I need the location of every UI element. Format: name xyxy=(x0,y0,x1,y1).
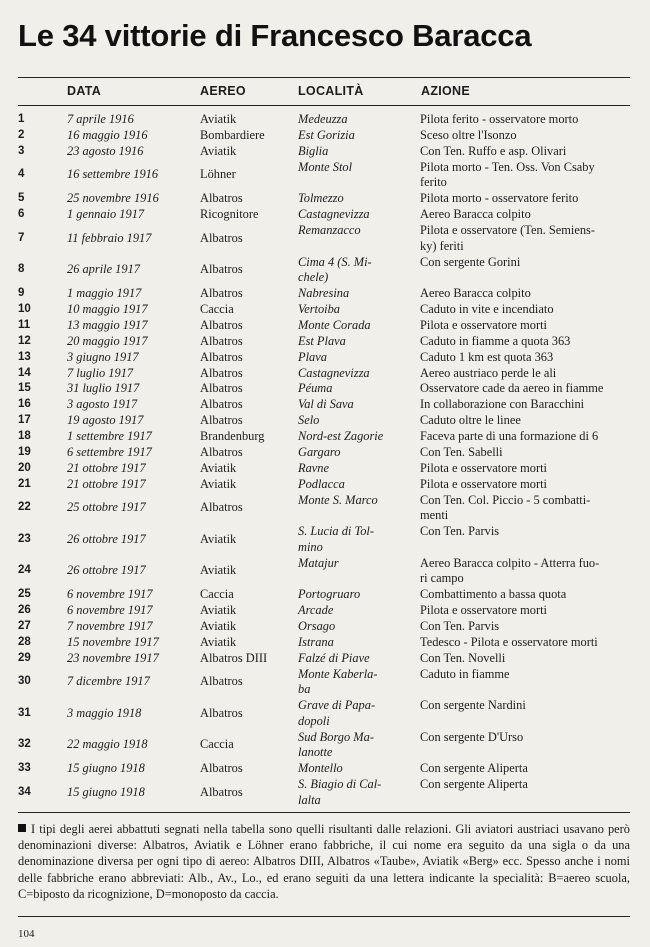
victory-date: 19 agosto 1917 xyxy=(67,413,144,428)
victory-number: 19 xyxy=(18,446,31,458)
victory-number: 8 xyxy=(18,263,25,276)
location: Péuma xyxy=(298,381,333,396)
action-description: Caduto in vite e incendiato xyxy=(420,301,554,316)
aircraft-type: Caccia xyxy=(200,737,234,752)
table-row xyxy=(18,477,632,493)
footer-rule xyxy=(18,916,630,917)
aircraft-type: Bombardiere xyxy=(200,127,265,142)
table-row xyxy=(18,397,632,413)
table-row xyxy=(18,223,632,254)
location: Selo xyxy=(298,413,320,428)
table-row xyxy=(18,286,632,302)
action-description: Caduto 1 km est quota 363 xyxy=(420,349,554,364)
location: Monte S. Marco xyxy=(298,492,378,507)
location: S. Biagio di Cal- lalta xyxy=(298,777,382,807)
location: Podlacca xyxy=(298,476,345,491)
table-row xyxy=(18,144,632,160)
aircraft-type: Albatros xyxy=(200,784,243,799)
header-rule xyxy=(18,105,630,106)
victory-number: 10 xyxy=(18,302,31,315)
victory-date: 13 maggio 1917 xyxy=(67,317,148,332)
location: Nabresina xyxy=(298,286,350,300)
header-localita: LOCALITÀ xyxy=(298,84,364,98)
action-description: Osservatore cade da aereo in fiamme xyxy=(420,381,604,396)
victory-number: 23 xyxy=(18,532,31,545)
action-description: Con sergente Aliperta xyxy=(420,777,528,792)
victory-number: 26 xyxy=(18,604,31,617)
aircraft-type: Albatros xyxy=(200,500,243,515)
action-description: Pilota e osservatore morti xyxy=(420,603,547,618)
victory-date: 26 aprile 1917 xyxy=(67,262,140,277)
victory-date: 11 febbraio 1917 xyxy=(67,230,152,245)
aircraft-type: Aviatik xyxy=(200,531,237,546)
table-row xyxy=(18,429,632,445)
victory-number: 30 xyxy=(18,675,31,688)
action-description: Con sergente Gorini xyxy=(420,254,521,269)
victory-date: 20 maggio 1917 xyxy=(67,333,148,348)
victory-number: 12 xyxy=(18,334,31,347)
victory-number: 5 xyxy=(18,192,25,205)
table-row xyxy=(18,635,632,651)
location: Montello xyxy=(298,761,343,776)
location: Remanzacco xyxy=(298,223,361,237)
victory-date: 6 novembre 1917 xyxy=(67,587,153,602)
table-row xyxy=(18,698,632,729)
table-row xyxy=(18,667,632,698)
header-data: DATA xyxy=(67,84,102,98)
aircraft-type: Brandenburg xyxy=(200,429,265,444)
action-description: Pilota morto - osservatore ferito xyxy=(420,191,579,206)
location: Nord-est Zagorie xyxy=(298,429,384,444)
victory-date: 1 maggio 1917 xyxy=(67,286,142,300)
action-description: Caduto oltre le linee xyxy=(420,413,521,428)
aircraft-type: Albatros xyxy=(200,262,243,277)
victory-date: 25 novembre 1916 xyxy=(67,191,159,206)
aircraft-type: Aviatik xyxy=(200,112,237,126)
victory-number: 16 xyxy=(18,398,31,411)
location: Castagnevizza xyxy=(298,365,370,380)
table-row xyxy=(18,493,632,524)
location: Monte Kaberla- ba xyxy=(298,666,378,697)
location: Biglia xyxy=(298,143,329,158)
location: S. Lucia di Tol- mino xyxy=(298,524,374,554)
aircraft-type: Löhner xyxy=(200,167,236,182)
action-description: Pilota morto - Ten. Oss. Von Csaby ferito xyxy=(420,159,595,190)
aircraft-type: Albatros DIII xyxy=(200,650,268,665)
location: Cima 4 (S. Mi- chele) xyxy=(298,254,372,285)
aircraft-type: Albatros xyxy=(200,381,243,396)
victory-number: 18 xyxy=(18,430,31,443)
action-description: Pilota e osservatore (Ten. Semiens- ky) feriti xyxy=(420,223,595,253)
table-row xyxy=(18,366,632,382)
action-description: Combattimento a bassa quota xyxy=(420,587,567,602)
victory-date: 15 giugno 1918 xyxy=(67,761,145,776)
action-description: Aereo austriaco perde le ali xyxy=(420,365,557,380)
action-description: In collaborazione con Baracchini xyxy=(420,397,585,412)
table-row xyxy=(18,556,632,587)
aircraft-type: Albatros xyxy=(200,317,243,332)
victory-number: 34 xyxy=(18,785,31,798)
action-description: Caduto in fiamme a quota 363 xyxy=(420,333,571,348)
victory-number: 24 xyxy=(18,564,31,577)
location: Matajur xyxy=(298,555,339,570)
action-description: Faceva parte di una formazione di 6 xyxy=(420,429,599,444)
action-description: Pilota e osservatore morti xyxy=(420,317,547,332)
aircraft-type: Caccia xyxy=(200,587,234,602)
header-aereo: AEREO xyxy=(200,84,246,98)
location: Est Gorizia xyxy=(298,127,355,142)
victory-date: 31 luglio 1917 xyxy=(67,381,140,396)
victory-date: 22 maggio 1918 xyxy=(67,737,148,752)
location: Medeuzza xyxy=(298,112,348,126)
victory-number: 31 xyxy=(18,706,31,719)
victory-date: 23 novembre 1917 xyxy=(67,650,159,665)
victory-number: 27 xyxy=(18,620,31,632)
action-description: Aereo Baracca colpito xyxy=(420,286,531,300)
action-description: Caduto in fiamme xyxy=(420,666,510,681)
action-description: Sceso oltre l'Isonzo xyxy=(420,127,517,142)
action-description: Con Ten. Novelli xyxy=(420,650,506,665)
action-description: Aereo Baracca colpito xyxy=(420,207,531,222)
victory-number: 2 xyxy=(18,128,25,141)
header-azione: AZIONE xyxy=(421,84,471,98)
table-row xyxy=(18,350,632,366)
victory-number: 28 xyxy=(18,635,31,648)
victory-number: 15 xyxy=(18,382,31,395)
location: Falzé di Piave xyxy=(298,650,370,665)
victory-number: 32 xyxy=(18,738,31,751)
aircraft-type: Albatros xyxy=(200,705,243,720)
action-description: Con Ten. Parvis xyxy=(420,524,500,539)
table-row xyxy=(18,191,632,207)
table-row xyxy=(18,255,632,286)
aircraft-type: Albatros xyxy=(200,761,243,776)
victory-date: 3 maggio 1918 xyxy=(67,705,142,720)
victory-date: 3 agosto 1917 xyxy=(67,397,138,412)
victory-date: 7 novembre 1917 xyxy=(67,619,153,633)
location: Tolmezzo xyxy=(298,191,344,206)
victory-number: 20 xyxy=(18,461,31,474)
aircraft-type: Albatros xyxy=(200,286,243,300)
aircraft-type: Aviatik xyxy=(200,143,237,158)
location: Castagnevizza xyxy=(298,207,370,222)
victory-number: 9 xyxy=(18,287,25,299)
action-description: Aereo Baracca colpito - Atterra fuo- ri campo xyxy=(420,555,600,586)
victory-date: 3 giugno 1917 xyxy=(67,349,139,364)
location: Arcade xyxy=(298,603,334,618)
aircraft-type: Aviatik xyxy=(200,460,237,475)
location: Est Plava xyxy=(298,333,346,348)
location: Grave di Papa- dopoli xyxy=(298,698,376,728)
aircraft-type: Albatros xyxy=(200,191,243,206)
aircraft-type: Caccia xyxy=(200,301,234,316)
aircraft-type: Aviatik xyxy=(200,634,237,649)
victory-date: 7 aprile 1916 xyxy=(67,112,134,126)
victory-date: 26 ottobre 1917 xyxy=(67,531,146,546)
victory-date: 7 luglio 1917 xyxy=(67,365,134,380)
aircraft-type: Albatros xyxy=(200,397,243,412)
table-row xyxy=(18,461,632,477)
footnote xyxy=(18,821,630,902)
table-row xyxy=(18,334,632,350)
victory-number: 25 xyxy=(18,588,31,601)
victory-date: 25 ottobre 1917 xyxy=(67,500,146,515)
title-rule xyxy=(18,77,630,78)
action-description: Con Ten. Sabelli xyxy=(420,445,503,459)
aircraft-type: Albatros xyxy=(200,445,243,459)
aircraft-type: Albatros xyxy=(200,349,243,364)
victory-number: 6 xyxy=(18,208,25,221)
table-row xyxy=(18,777,632,808)
victory-date: 1 gennaio 1917 xyxy=(67,207,145,222)
victory-number: 33 xyxy=(18,762,31,775)
table-row xyxy=(18,381,632,397)
victory-number: 1 xyxy=(18,113,25,125)
table-row xyxy=(18,112,632,128)
table-row xyxy=(18,160,632,191)
location: Gargaro xyxy=(298,445,341,459)
location: Val di Sava xyxy=(298,397,354,412)
table-row xyxy=(18,445,632,461)
victory-number: 13 xyxy=(18,350,31,363)
aircraft-type: Albatros xyxy=(200,413,243,428)
location: Vertoiba xyxy=(298,301,340,316)
action-description: Con Ten. Parvis xyxy=(420,619,500,633)
victory-number: 4 xyxy=(18,168,25,181)
action-description: Tedesco - Pilota e osservatore morti xyxy=(420,634,598,649)
table-row xyxy=(18,413,632,429)
location: Istrana xyxy=(298,634,334,649)
victory-number: 17 xyxy=(18,414,31,427)
aircraft-type: Albatros xyxy=(200,333,243,348)
action-description: Con sergente D'Urso xyxy=(420,729,524,744)
aircraft-type: Aviatik xyxy=(200,619,237,633)
footnote-text: I tipi degli aerei abbattuti segnati nella tabella sono quelli risultanti dalle relazioni. Gli aviatori austriaci usavano però denominazioni diverse: Albatros, Aviatik e Löhner erano fabbriche, il cui nome era seguito da una sigla o da una denominazione diversa per ogni tipo di aereo: Albatros DIII, Albatros «Taube», Aviatik «Berg» ecc. Spesso anche i nomi delle fabbriche erano abbreviati: Alb., Av., Lo., ed erano seguiti da una lettera indicante la specialità: B=aereo scuola, C=biposto da ricognizione, D=monoposto da caccia. xyxy=(18,822,630,901)
table-row xyxy=(18,761,632,777)
victory-date: 23 agosto 1916 xyxy=(67,143,144,158)
location: Sud Borgo Ma- lanotte xyxy=(298,729,374,760)
table-row xyxy=(18,603,632,619)
page-title: Le 34 vittorie di Francesco Baracca xyxy=(18,18,532,53)
table-row xyxy=(18,524,632,555)
victory-date: 10 maggio 1917 xyxy=(67,301,148,316)
victory-number: 14 xyxy=(18,366,31,379)
aircraft-type: Albatros xyxy=(200,230,243,245)
victory-date: 7 dicembre 1917 xyxy=(67,674,150,689)
table-row xyxy=(18,587,632,603)
aircraft-type: Albatros xyxy=(200,674,243,689)
table-row xyxy=(18,651,632,667)
location: Monte Stol xyxy=(298,159,353,174)
victory-date: 26 ottobre 1917 xyxy=(67,563,146,578)
table-row xyxy=(18,318,632,334)
victory-number: 29 xyxy=(18,651,31,664)
aircraft-type: Albatros xyxy=(200,365,243,380)
action-description: Pilota e osservatore morti xyxy=(420,460,547,475)
bullet-square-icon xyxy=(18,824,26,832)
aircraft-type: Aviatik xyxy=(200,603,237,618)
table-row xyxy=(18,619,632,635)
table-row xyxy=(18,207,632,223)
victory-number: 22 xyxy=(18,501,31,514)
victory-date: 15 giugno 1918 xyxy=(67,784,145,799)
victory-number: 21 xyxy=(18,477,31,490)
victory-date: 16 settembre 1916 xyxy=(67,167,159,182)
action-description: Pilota ferito - osservatore morto xyxy=(420,112,579,126)
victory-number: 3 xyxy=(18,144,25,157)
action-description: Con Ten. Col. Piccio - 5 combatti- menti xyxy=(420,492,591,523)
page-number: 104 xyxy=(18,928,35,940)
aircraft-type: Ricognitore xyxy=(200,207,259,222)
action-description: Pilota e osservatore morti xyxy=(420,476,547,491)
victory-date: 6 settembre 1917 xyxy=(67,445,152,459)
victory-date: 16 maggio 1916 xyxy=(67,127,148,142)
action-description: Con sergente Aliperta xyxy=(420,761,528,776)
table-row xyxy=(18,730,632,761)
action-description: Con sergente Nardini xyxy=(420,698,526,713)
location: Monte Corada xyxy=(298,317,371,332)
action-description: Con Ten. Ruffo e asp. Olivari xyxy=(420,143,567,158)
aircraft-type: Aviatik xyxy=(200,476,237,491)
note-rule xyxy=(18,812,630,813)
victory-date: 21 ottobre 1917 xyxy=(67,460,146,475)
victory-date: 6 novembre 1917 xyxy=(67,603,153,618)
table-row xyxy=(18,302,632,318)
aircraft-type: Aviatik xyxy=(200,563,237,578)
table-row xyxy=(18,128,632,144)
location: Ravne xyxy=(298,460,329,475)
location: Plava xyxy=(298,349,327,364)
victory-number: 7 xyxy=(18,231,25,244)
victory-number: 11 xyxy=(18,318,31,331)
location: Portogruaro xyxy=(298,587,361,602)
victory-date: 1 settembre 1917 xyxy=(67,429,152,444)
victory-date: 15 novembre 1917 xyxy=(67,634,159,649)
victory-date: 21 ottobre 1917 xyxy=(67,476,146,491)
location: Orsago xyxy=(298,619,336,633)
